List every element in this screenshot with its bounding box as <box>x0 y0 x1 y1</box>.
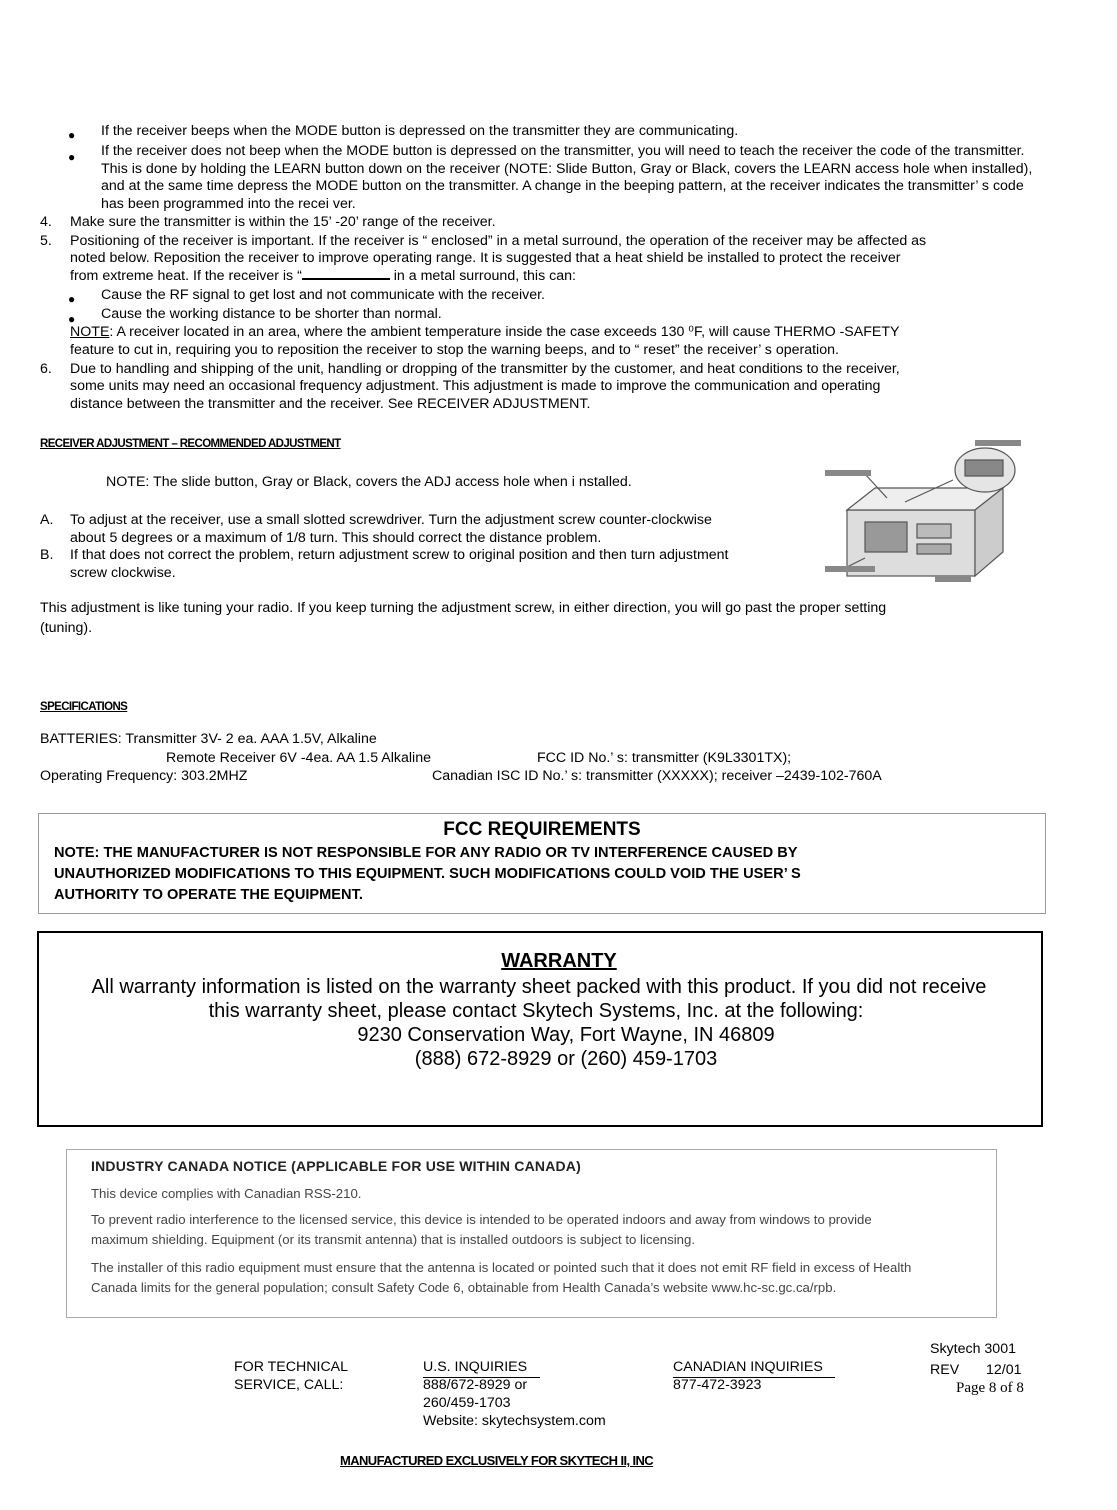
warranty-box <box>37 931 1043 1127</box>
fcc-line: NOTE: THE MANUFACTURER IS NOT RESPONSIBLE FOR ANY RADIO OR TV INTERFERENCE CAUSED BY <box>54 845 798 861</box>
step-b-line-2: screw clockwise. <box>70 565 176 581</box>
specifications-heading: SPECIFICATIONS <box>40 701 128 713</box>
callout-label <box>825 470 871 476</box>
adjust-note: NOTE: The slide button, Gray or Black, covers the ADJ access hole when i nstalled. <box>106 474 632 490</box>
us-phone-1: 888/672-8929 or <box>423 1377 528 1393</box>
spec-frequency: Operating Frequency: 303.2MHZ <box>40 768 248 784</box>
item-5-line-2: noted below. Reposition the receiver to improve operating range. It is suggested that a heat shield be installed to protect the receiver <box>70 250 901 266</box>
bullet-text-1: If the receiver beeps when the MODE button is depressed on the transmitter they are communicating. <box>101 123 739 139</box>
item-5-note-line-2: feature to cut in, requiring you to reposition the receiver to stop the warning beeps, and to “ reset” the receiver’ s operation. <box>70 342 839 358</box>
spec-batteries: BATTERIES: Transmitter 3V- 2 ea. AAA 1.5V, Alkaline <box>40 731 377 747</box>
fcc-title: FCC REQUIREMENTS <box>443 819 641 840</box>
spec-isc-id: Canadian ISC ID No.’ s: transmitter (XXXXX); receiver –2439-102-760A <box>432 768 882 784</box>
warranty-title-text: WARRANTY <box>501 950 617 972</box>
page-number: Page 8 of 8 <box>956 1380 1024 1396</box>
tech-service-line-2: SERVICE, CALL: <box>234 1377 344 1393</box>
item-number: 4. <box>40 214 52 230</box>
item-5-line-3a: from extreme heat. If the receiver is “ <box>70 268 302 284</box>
step-label: A. <box>40 512 54 528</box>
callout-label <box>935 576 971 582</box>
canadian-phone: 877-472-3923 <box>673 1377 762 1393</box>
fcc-line: AUTHORITY TO OPERATE THE EQUIPMENT. <box>54 887 363 903</box>
us-phone-2: 260/459-1703 <box>423 1395 511 1411</box>
canada-p2a: To prevent radio interference to the licensed service, this device is intended to be operated indoors and away from windows to provide <box>91 1212 872 1227</box>
warranty-body <box>39 975 1039 1071</box>
callout-label <box>975 440 1021 446</box>
step-a-line-2: about 5 degrees or a maximum of 1/8 turn. This should correct the distance problem. <box>70 530 602 546</box>
blank-line <box>302 268 390 280</box>
manufactured-for: MANUFACTURED EXCLUSIVELY FOR SKYTECH II, INC <box>340 1453 654 1468</box>
warranty-line: All warranty information is listed on the warranty sheet packed with this product. If you did not receive <box>91 976 987 998</box>
item-5-line-1: Positioning of the receiver is important. If the receiver is “ enclosed” in a metal surround, the operation of the receiver may be affected as <box>70 233 927 249</box>
item-number: 6. <box>40 361 52 377</box>
canada-p3a: The installer of this radio equipment must ensure that the antenna is located or pointed such that it does not emit RF field in excess of Health <box>91 1260 912 1275</box>
fcc-notice <box>54 843 801 906</box>
step-b-line-1: If that does not correct the problem, return adjustment screw to original position and then turn adjustment <box>70 547 729 563</box>
callout-label <box>825 566 875 572</box>
step-a-line-1: To adjust at the receiver, use a small slotted screwdriver. Turn the adjustment screw counter-clockwise <box>70 512 712 528</box>
warranty-line: (888) 672-8929 or (260) 459-1703 <box>414 1048 718 1070</box>
spec-remote: Remote Receiver 6V -4ea. AA 1.5 Alkaline <box>166 750 431 766</box>
note-text: : A receiver located in an area, where the ambient temperature inside the case exceeds 130 ⁰F, will cause THERMO -SAFETY <box>109 324 900 340</box>
item-5-note-line-1 <box>70 324 899 342</box>
receiver-illustration <box>825 440 1025 588</box>
website-link[interactable]: Website: skytechsystem.com <box>423 1413 606 1429</box>
bullet-dot: ● <box>68 150 76 164</box>
industry-canada-title: INDUSTRY CANADA NOTICE (APPLICABLE FOR USE WITHIN CANADA) <box>91 1158 581 1174</box>
receiver-adjustment-heading: RECEIVER ADJUSTMENT – RECOMMENDED ADJUSTMENT <box>40 438 341 450</box>
bullet-dot: ● <box>68 128 76 142</box>
bullet-text-2: If the receiver does not beep when the MODE button is depressed on the transmitter, you will need to teach the receiver the code of the transmitter. This is done by holding the LEARN button down on the receiver (NOTE: Slide Button, Gray or Black, covers the LEARN access hole when installed), and at the same time depress the MODE button on the transmitter. A change in the beeping pattern, at the receiver indicates the transmitter’ s code has been programmed into the recei ver. <box>101 143 1033 212</box>
model-label: Skytech 3001 <box>930 1341 1016 1357</box>
item-5-line-3 <box>70 268 576 286</box>
radio-line-2: (tuning). <box>40 620 93 636</box>
canadian-inquiries-label: CANADIAN INQUIRIES <box>673 1359 835 1378</box>
item-5-bullet-1: Cause the RF signal to get lost and not communicate with the receiver. <box>101 287 545 303</box>
canada-p2b: maximum shielding. Equipment (or its transmit antenna) that is installed outdoors is subject to licensing. <box>91 1232 695 1247</box>
canadian-inquiries-heading <box>673 1359 835 1378</box>
canada-p1: This device complies with Canadian RSS-210. <box>91 1186 362 1201</box>
revision-date: 12/01 <box>986 1362 1022 1378</box>
radio-line-1: This adjustment is like tuning your radio. If you keep turning the adjustment screw, in either direction, you will go past the proper setting <box>40 600 887 616</box>
item-4-text: Make sure the transmitter is within the 15’ -20’ range of the receiver. <box>70 214 496 230</box>
item-6-line-1: Due to handling and shipping of the unit, handling or dropping of the transmitter by the customer, and heat conditions to the receiver, <box>70 361 900 377</box>
us-inquiries-label: U.S. INQUIRIES <box>423 1359 540 1378</box>
revision-label: REV <box>930 1362 960 1378</box>
fcc-line: UNAUTHORIZED MODIFICATIONS TO THIS EQUIPMENT. SUCH MODIFICATIONS COULD VOID THE USER’ S <box>54 866 801 882</box>
canada-p3b: Canada limits for the general population; consult Safety Code 6, obtainable from Health Canada’s website www.hc-sc.gc.ca/rpb. <box>91 1280 837 1295</box>
item-5-line-3b: in a metal surround, this can: <box>393 268 576 284</box>
item-6-line-2: some units may need an occasional frequency adjustment. This adjustment is made to improve the communication and operating <box>70 378 881 394</box>
warranty-line: 9230 Conservation Way, Fort Wayne, IN 46809 <box>357 1024 775 1046</box>
item-number: 5. <box>40 233 52 249</box>
note-label: NOTE <box>70 324 110 340</box>
item-5-bullet-2: Cause the working distance to be shorter than normal. <box>101 306 442 322</box>
spec-fcc-id: FCC ID No.’ s: transmitter (K9L3301TX); <box>537 750 792 766</box>
warranty-title <box>39 950 1079 973</box>
item-6-line-3: distance between the transmitter and the receiver. See RECEIVER ADJUSTMENT. <box>70 396 591 412</box>
industry-canada-box <box>66 1149 997 1318</box>
step-label: B. <box>40 547 54 563</box>
warranty-line: this warranty sheet, please contact Skytech Systems, Inc. at the following: <box>208 1000 864 1022</box>
fcc-requirements-box <box>38 813 1046 914</box>
bullet-dot: ● <box>68 292 76 306</box>
us-inquiries-heading <box>423 1359 540 1378</box>
tech-service-line-1: FOR TECHNICAL <box>234 1359 349 1375</box>
bullet-dot: ● <box>68 312 76 326</box>
